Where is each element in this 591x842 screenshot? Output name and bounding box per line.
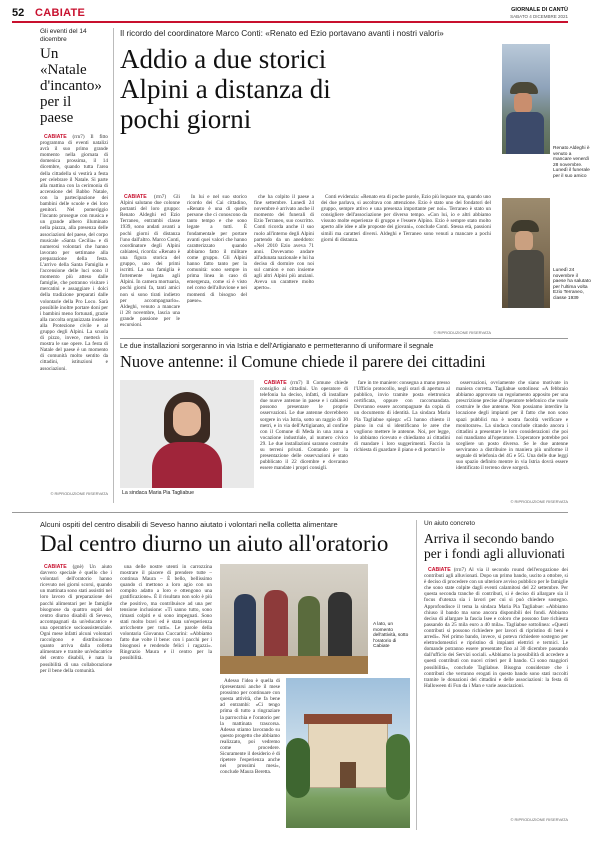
- story-headline: Dal centro diurno un aiuto all'oratorio: [40, 531, 389, 556]
- oratorio-col-2: [120, 564, 212, 826]
- alpini-caption-top: Renato Aldeghi è venuto a mancare venerdì 28 novembre. Lunedì il funerale per il suo amico: [553, 146, 590, 179]
- story-lead: CABIATE: [44, 134, 67, 140]
- story-bando: [424, 520, 568, 834]
- section-label: CABIATE: [35, 7, 86, 19]
- volunteer-figure: [298, 596, 320, 662]
- story-text: fare in tre maniere: consegna a mano presso l'Ufficio protocollo, negli orari di apertura al pubblico, invio tramite posta elettronica certificata, oppure con raccomandata. Dovranno essere accompagnate da copia di un documento di identità. La sindaca Maria Pia Tagliabue spiega: «Ci hanno chiesto il piano in cui si identificano le aree che vogliono mettere le antenne. Noi, per legge, lo abbiamo ricevuto e chiediamo ai cittadini di mandare i loro suggerimenti. Faccio la richiesta di guardare il piano e di portarci le: [354, 380, 450, 454]
- oratorio-door: [340, 762, 356, 788]
- oratorio-col-3: [220, 678, 280, 826]
- food-boxes: [220, 656, 368, 674]
- mayor-photo: [120, 380, 254, 488]
- alpini-jacket: [508, 250, 544, 308]
- story-text: (rrn7) Gli Alpini salutano due colonne portanti del loro gruppo: Renato Aldeghi ed Ezio Terraneo, entrambi classe 1939, sono andati avanti a pochi giorni di distanza l'uno dall'altro. Marco Conti, coordinatore degli Alpini cabiatesi, ricorda: «Renato è una figura storica del gruppo, uno dei primi iscritti. La sua famiglia è fortemente legata agli Alpini. In camera mortuaria, pochi giorni fa, tanti amici non si sono tirati indietro per accompagnarlo». Aldeghi, venuto a mancare il 28 novembre, lascia una grande passione per le escursioni.: [120, 194, 180, 328]
- alpini-caption-bottom: Lunedì 24 novembre il paese ha salutato per l'ultima volta Ezio Terraneo, classe 1939: [553, 268, 591, 301]
- header-rule: [12, 21, 568, 23]
- story-kicker: Gli eventi del 14 dicembre: [40, 28, 87, 43]
- alpini-col-4: [321, 194, 491, 332]
- alpini-jacket: [506, 112, 544, 154]
- story-kicker: Le due installazioni sorgeranno in via Istria e dell'Artigianato e permetteranno di uniformare il segnale: [120, 343, 434, 350]
- story-text: Adesso l'idea è quella di ripresentarsi anche il mese prossimo per continuare con questa attività, che fa bene ad entrambi: «Ci tengo prima di tutto a ringraziare la parrocchia e l'oratorio per la mattinata trascorsa. Adesso stiamo lavorando su questo progetto che abbiamo realizzato, poi vedremo come procedere. Sicuramente il desiderio è di ripetere l'esperienza anche nei prossimi mesi», conclude Maura Beretta.: [220, 678, 280, 776]
- page-header: [0, 8, 580, 20]
- story-antenne: [120, 342, 568, 506]
- story-headline: Addio a due storici Alpini a distanza di pochi giorni: [120, 44, 331, 134]
- oratorio-tree: [386, 734, 410, 800]
- story-oratorio: [40, 520, 410, 830]
- antenne-col-3: [456, 380, 568, 496]
- page-number: 52: [12, 7, 25, 19]
- story-text: (gnè) Un aiuto davvero speciale è quello che i volontari dell'oratorio hanno ricevuto nei giorni scorsi, quando un mattinata sono stati assistiti nel loro lavoro di preparazione dei pacchi alimentari per le famiglie bisognose da quattro ospiti del centro diurno disabili di Seveso, accompagnati da un'educatrice e una operatrice socioassistenziale. Ogni mese infatti alcuni volontari raccolgono e distribuiscono quanto arriva dalla colletta alimentare e tramite un'educatrice del centro disabili, è nata la possibilità di una collaborazione per il bene della comunità.: [40, 564, 112, 674]
- mayor-body: [152, 442, 222, 488]
- story-text: Conti evidenzia: «Renato era di poche parole, Ezio più loquace ma, quando uno dei due parlava, si ascoltava con attenzione. Ezio è stato uno dei fondatori del gruppo, sempre attivo e una presenza importante per noi». Terraneo è stato un consigliere dell'associazione per diverso tempo. «Con lui, io e altri abbiamo vissuto molte esperienze di gruppo e l'essere Alpino. Ezio è sempre stato molto aperto alle idee e alle proposte dei giovani», conclude Conti. Stessa età, passioni simili ma caratteri diversi. Aldeghi e Terraneo sono venuti a mancare a pochi giorni di distanza.: [321, 194, 491, 243]
- story-text: In lui e nel suo storico ricordo dei Cai cittadino, «Renato è una di quelle persone che ci conoscono da tanto tempo e che sono legate a tutti. È fondamentale per portare avanti quei valori che hanno caratterizzato quando abbiamo fatto il militare come gruppo. Gli Alpini hanno fatto tanto per la comunità: sono sempre in prima linea in caso di emergenza, come si è visto nel corso dell'alluvione e nei momenti di bisogno del paese».: [187, 194, 247, 304]
- oratorio-col-1: [40, 564, 112, 826]
- story-signature: © RIPRODUZIONE RISERVATA: [510, 817, 568, 822]
- oratorio-roof: [304, 714, 392, 724]
- story-text: che ha colpito il paese a fine settembre. Lunedì 24 novembre è arrivato anche il momento dei funerali di Ezio Terraneo, suo coscritto. Conti ricorda anche il suo ruolo all'interno degli Alpini partendo da un aneddoto: «Nel 2010 Ezio aveva 71 anni. Dovevamo andare all'adunata nazionale e lui ha deciso di dormire con noi sul camion e non insieme agli altri Alpini più anziani. Aveva un carattere molto aperto».: [254, 194, 314, 292]
- column-divider: [113, 28, 114, 503]
- story-body: [40, 134, 108, 489]
- alpini-face: [515, 231, 533, 251]
- story-headline: Arriva il secondo bando per i fondi agli alluvionati: [424, 531, 565, 561]
- oratorio-tree: [286, 738, 310, 798]
- story-text: osservazioni, ovviamente che siano motivate in maniera corretta. Tagliabue sottolinea: «A febbraio abbiamo approvato un regolamento apposito per una prescrizione precise all'operatore telefonico che vuole costruire le due antenne. Non possiamo interdire la locazione degli impianti per il fatto che non sono spazi pubblici ma è nostra facoltà verificare e monitorare». La sindaca conclude citando ancora i cittadini a presentare le loro considerazioni che poi noi mandiamo all'operatore. L'operatore potrebbe poi scegliere un posto diverso. Se le due antenne serviranno a distribuire in maniera più uniforme il segnale di telefonia del 4G e 5G. Una delle due leggi suo spazio definito mentre in via Istria dovrà essere identificato il terreno dove sorgerà.: [456, 380, 568, 472]
- story-natale: [40, 28, 108, 506]
- story-kicker: Alcuni ospiti del centro disabili di Seveso hanno aiutato i volontari nella colletta alimentare: [40, 520, 338, 529]
- story-headline: Un «Natale d'incanto» per il paese: [40, 46, 102, 126]
- issue-date: SABATO 4 DICEMBRE 2021: [510, 14, 568, 19]
- story-lead: CABIATE: [44, 564, 67, 570]
- paper-name: GIORNALE DI CANTÙ: [511, 7, 568, 13]
- story-lead: CABIATE: [264, 380, 287, 386]
- alpini-col-1: [120, 194, 180, 334]
- alpini-col-2: [187, 194, 247, 334]
- story-lead: CABIATE: [428, 567, 451, 573]
- alpini-photo-top: [502, 44, 550, 154]
- oratorio-photo-volunteers: [220, 564, 368, 674]
- volunteer-figure: [264, 590, 288, 666]
- story-signature: © RIPRODUZIONE RISERVATA: [50, 491, 108, 496]
- alpini-photo-bottom: [502, 198, 550, 308]
- alpini-col-3: [254, 194, 314, 334]
- story-signature: © RIPRODUZIONE RISERVATA: [510, 499, 568, 504]
- story-body: [424, 567, 568, 815]
- oratorio-caption: A lato, un momento dell'attività, sotto l'oratorio di Cabiate: [373, 622, 409, 650]
- story-text: (rrn7) Al via il secondo round dell'erogazione dei contributi agli alluvionati. Dopo un primo bando, uscito a ottobre, si è deciso di procedere con un ulteriore avviso pubblico per le famiglie che sono state colpite dagli eventi calamitosi del 22 settembre. Per questa seconda tranche di contributi, si è deciso di allargare sia il focus d'utenza sia i lavori per cui si può chiedere sostegno. Approfondisce il tema la sindaca Maria Pia Tagliabue: «Abbiamo chiuso il bando ma sono ancora disponibili dei fondi. Abbiamo deciso di allargare la fascia Isee e coloro che possono fare richiesta passando da 25 mila euro a 40 mila». Tagliabue sottolinea: «Questi contributi si possono richiedere per lavori di ripristino di beni e arredi». Nel primo bando, invece, si poteva richiedere sostegno per elettrodomestici e ripristino di impianti elettrici e termici. Le domande potranno essere presentate fino al 30 dicembre passando dall'ufficio dei Servizi sociali. «Abbiamo la possibilità di accedere a questi contributi con nuovi criteri per il bando. Ci sono maggiori possibilità», conclude Tagliabue. Bisogna considerare che i contributi che verranno erogati in questo bando sono stati raccolti tramite le donazioni dei cittadini e delle associazioni: la festa di Halloween di Fun da i Man e varie associazioni.: [424, 567, 569, 689]
- alpini-face: [514, 93, 532, 113]
- story-signature: © RIPRODUZIONE RISERVATA: [433, 330, 491, 335]
- story-text: (rrn7) Il fitto programma di eventi natalizi avrà il suo primo grande momento nella giornata di domenica prossima, il 14 dicembre, quando tutta l'area della cittadella si vestirà a festa per celebrare il Natale. Si parte alla mattina con la cerimonia di accensione del Babbo Natale, con la partecipazione dei bambini delle scuole e dei loro genitori. Nel pomeriggio l'incanto prosegue con musica e un grande albero illuminato nella piazza, alla presenza delle associazioni del paese, del corpo musicale «Santa Cecilia» e di numerosi volontari che hanno lavorato per settimane alla preparazione della festa. L'arrivo della Santa Famiglia e l'accensione delle luci sono il momento più atteso dalle famiglie, che potranno visitare i mercatini e assaggiare i dolci della tradizione preparati dalle volontarie della Pro Loco. Sarà possibile inoltre portare doni per i bambini meno fortunati, grazie alla raccolta organizzata insieme alla Protezione civile e al gruppo degli Alpini. La scuola di pizzo, invece, metterà in mostra le sue opere. La festa di Natale del paese è un momento di comunità molto sentito da cittadini, istituzioni e associazioni.: [40, 134, 108, 372]
- volunteer-figure: [328, 592, 352, 664]
- story-headline: Nuove antenne: il Comune chiede il parere dei cittadini: [120, 352, 486, 371]
- story-kicker: Il ricordo del coordinatore Marco Conti: «Renato ed Ezio portavano avanti i nostri valori»: [120, 28, 444, 38]
- column-divider: [416, 520, 417, 830]
- section-rule: [12, 512, 568, 513]
- oratorio-photo-building: [286, 678, 410, 828]
- story-text: una delle nostre utenti in carrozzina mostrare il piacere di prendere tutte – continua Maura – È bello, bellissimo quando ci mettono a loro agio con un compito adatto a loro e ottengono una gratificazione». È il risultato non solo è più che positivo, ma contribuisce ad una per tensione inclusione: «Ti sanno tutto, sono rimasti colpiti e si sono impegnati. Sono stati molto bravi ed è stata un'esperienza arricchente per tutti». Le parole della volontaria Giovanna Cuccarini: «Abbiamo fatto due volte il bene: con i pacchi per i bisognosi e rendendo felici i ragazzi». Ringrazio Maura e il centro per la possibilità.: [120, 564, 212, 662]
- story-alpini: [120, 28, 591, 336]
- antenne-col-2: [354, 380, 450, 504]
- mayor-caption: La sindaca Maria Pia Tagliabue: [122, 490, 194, 496]
- mayor-face: [173, 402, 201, 436]
- antenne-col-1: [260, 380, 348, 504]
- section-divider: [120, 338, 568, 339]
- volunteer-figure: [234, 594, 256, 664]
- story-kicker: Un aiuto concreto: [424, 520, 475, 527]
- story-lead: CABIATE: [124, 194, 147, 200]
- story-text: (rrn7) Il Comune chiede consiglio ai cittadini. Un operatore di telefonia ha deciso, infatti, di installare due nuove antenne in paese e i cabiatesi possono presentare le proprie osservazioni. Le due antenne dovrebbero sorgere in via Istria, sotto un raggio di 30 metri, e in via dell'Artigianato, al confine con il Comune di Meda in una zona a vocazione industriale, al numero civico 29. Le due installazioni saranno costruite su terreni privati. Contando per la presentazione delle osservazioni è stato pubblicato il 22 dicembre e dovranno essere mandate i propri consigli.: [260, 380, 348, 472]
